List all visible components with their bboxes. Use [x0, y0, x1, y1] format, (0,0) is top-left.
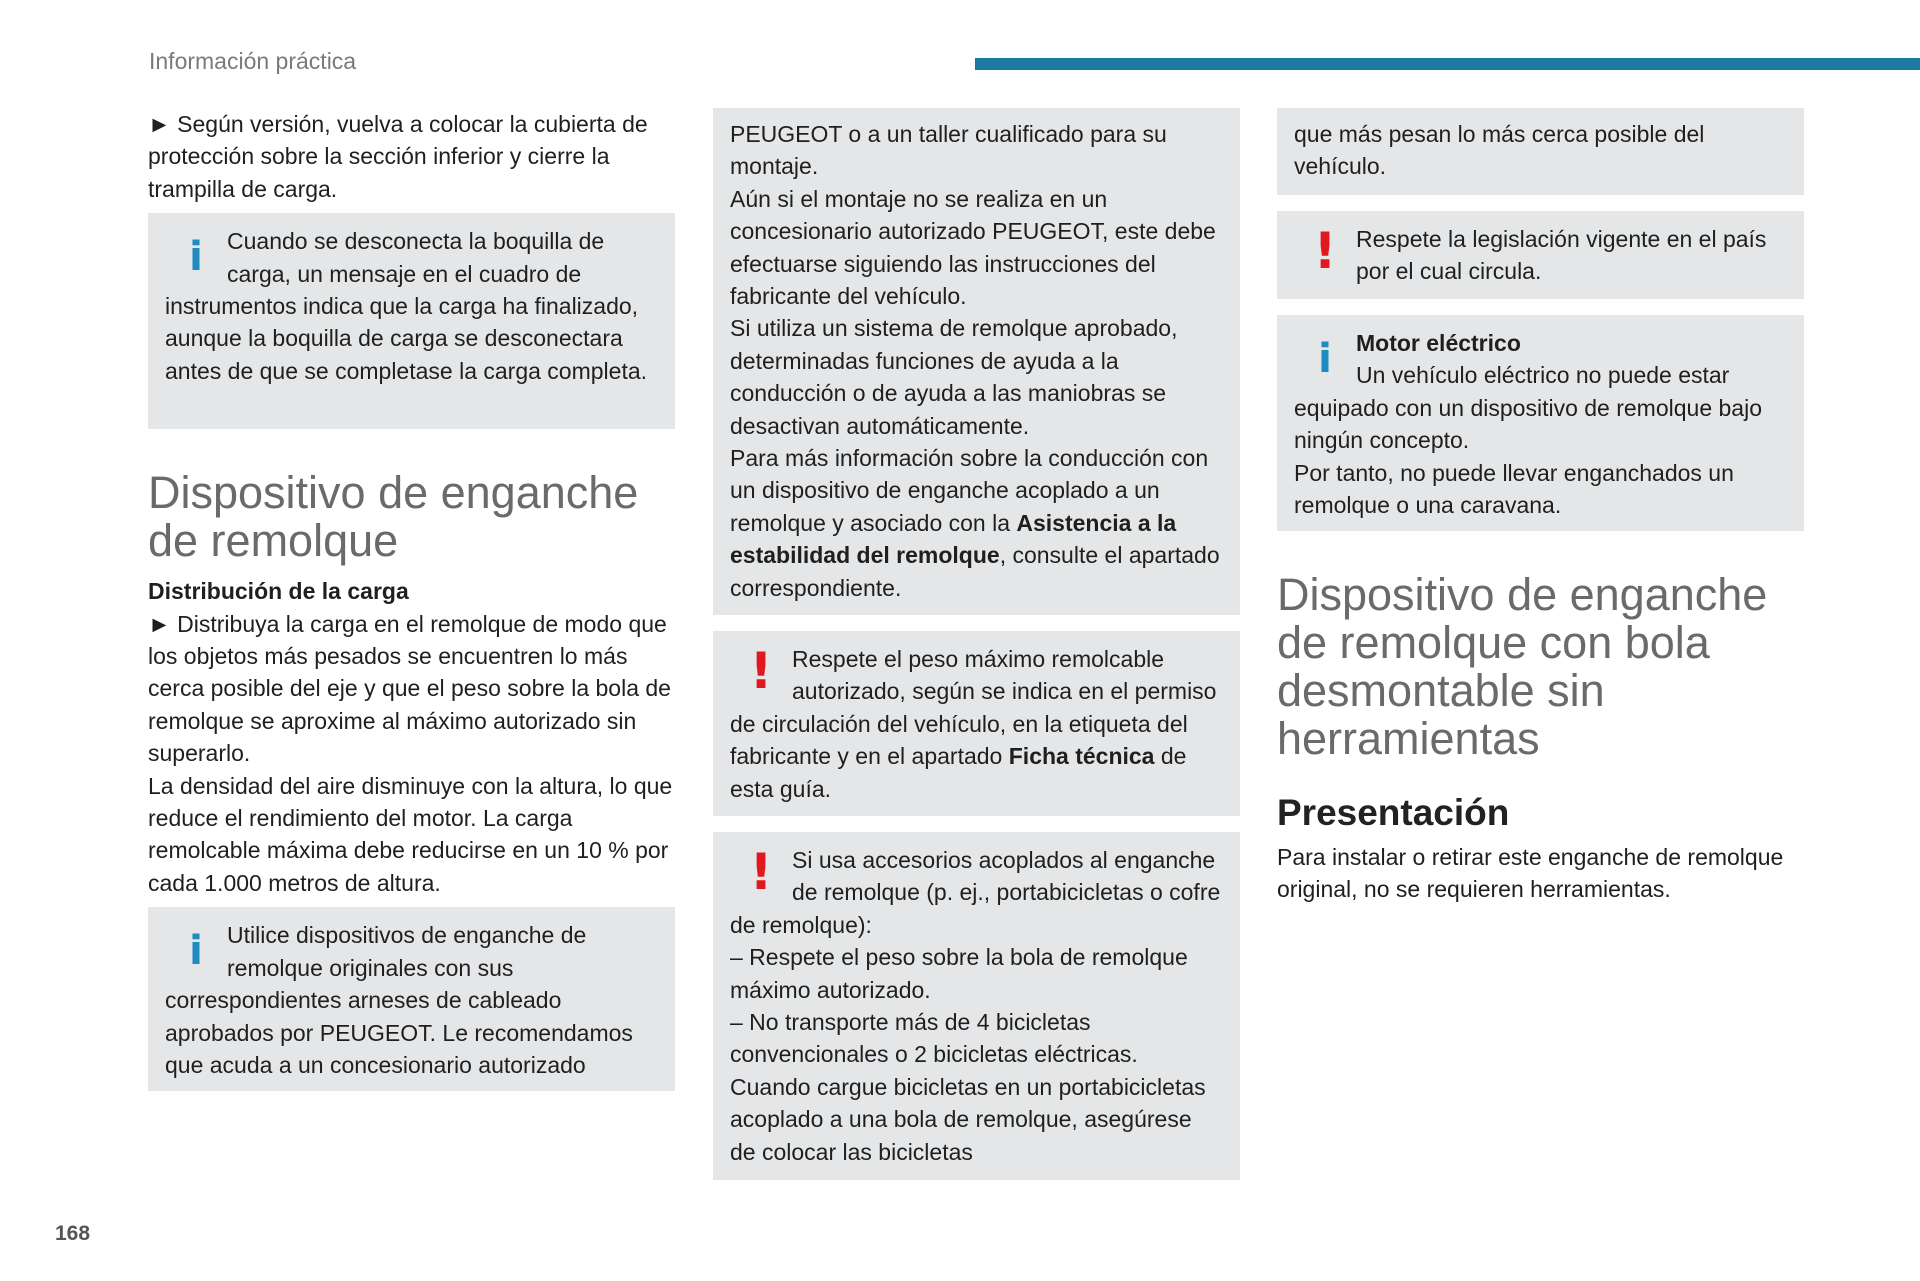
accessories-line-1: Si usa accesorios acoplados al enganche de remolque (p. ej., portabicicletas o cofre de remolque):: [730, 847, 1221, 938]
header-accent-bar: [975, 58, 1920, 70]
info-box-electric-motor: [1277, 315, 1804, 531]
section-title-tow-hitch: Dispositivo de enganche de remolque: [148, 467, 639, 567]
warning-max-weight-pre: Respete el peso máximo remolcable autorizado, según se indica en el permiso de circulación del vehículo, en la etiqueta del fabricante y en el apartado: [730, 646, 1217, 770]
info-icon: i: [1318, 336, 1332, 382]
accessories-line-2: – Respete el peso sobre la bola de remolque máximo autorizado.: [730, 944, 1188, 1003]
column-1: [148, 108, 675, 1091]
info-icon: i: [189, 928, 203, 975]
continued-line-2: Aún si el montaje no se realiza en un concesionario autorizado PEUGEOT, este debe efectuarse siguiendo las instrucciones del fabricante del vehículo.: [730, 185, 1216, 310]
air-density-paragraph: La densidad del aire disminuye con la altura, lo que reduce el rendimiento del motor. La carga remolcable máxima debe reducirse en un 10 % por cada 1.000 metros de altura.: [148, 772, 673, 896]
intro-paragraph: ► Según versión, vuelva a colocar la cubierta de protección sobre la sección inferior y cierre la trampilla de carga.: [148, 111, 648, 202]
column-2: [713, 108, 1240, 1180]
electric-motor-line-2: Por tanto, no puede llevar enganchados un remolque o una caravana.: [1294, 459, 1734, 519]
accessories-line-3: – No transporte más de 4 bicicletas convencionales o 2 bicicletas eléctricas.: [730, 1009, 1138, 1068]
continued-info-box: [713, 108, 1240, 615]
exclamation-icon: !: [1313, 222, 1337, 280]
trailer-stability-bold: Asistencia a la estabilidad del remolque: [730, 509, 1177, 569]
continued-line-4-pre: Para más información sobre la conducción con un dispositivo de enganche acoplado a un remolque y asociado con la: [730, 445, 1209, 536]
load-distribution-paragraph: ► Distribuya la carga en el remolque de modo que los objetos más pesados se encuentren lo más cerca posible del eje y que el peso sobre la bola de remolque se aproxime al máximo autorizado sin superarlo.: [148, 610, 671, 767]
exclamation-icon: !: [749, 642, 773, 700]
warning-max-weight-text: [730, 643, 1222, 805]
info-box-charging: [148, 213, 675, 429]
info-box-original-hitch-text: Utilice dispositivos de enganche de remolque originales con sus correspondientes arneses de cableado aprobados por PEUGEOT. Le recomendamos que acuda a un concesionario autorizado: [165, 922, 633, 1078]
column-3: [1277, 108, 1804, 906]
accessories-line-4: Cuando cargue bicicletas en un portabicicletas acoplado a una bola de remolque, asegúrese de colocar las bicicletas: [730, 1073, 1206, 1165]
warning-box-legislation: [1277, 211, 1804, 299]
subheading-presentation: Presentación: [1277, 792, 1510, 833]
warning-legislation-text: Respete la legislación vigente en el país por el cual circula.: [1356, 226, 1767, 285]
technical-sheet-bold: Ficha técnica: [1008, 743, 1155, 770]
info-box-charging-text: Cuando se desconecta la boquilla de carga, un mensaje en el cuadro de instrumentos indica que la carga ha finalizado, aunque la boquilla de carga se desconectara antes de que se completase la carga completa.: [165, 228, 648, 384]
page-number: 168: [55, 1222, 91, 1245]
subheading-load-distribution: Distribución de la carga: [148, 578, 409, 605]
continued-line-4-post: , consulte el apartado correspondiente.: [730, 542, 1220, 601]
presentation-paragraph: Para instalar o retirar este enganche de remolque original, no se requieren herramientas.: [1277, 844, 1784, 903]
continued-line-1: PEUGEOT o a un taller cualificado para su montaje.: [730, 121, 1167, 180]
continued-box-col3: [1277, 108, 1804, 195]
exclamation-icon: !: [749, 843, 773, 901]
info-icon: i: [189, 234, 203, 281]
electric-motor-title: Motor eléctrico: [1356, 330, 1521, 356]
page-header-title: Información práctica: [149, 48, 357, 74]
section-title-removable-ball: Dispositivo de enganche de remolque con bola desmontable sin herramientas: [1277, 569, 1768, 764]
warning-box-max-weight: [713, 631, 1240, 816]
warning-box-accessories: [713, 832, 1240, 1180]
continued-line-4: [730, 442, 1222, 604]
warning-max-weight-post: de esta guía.: [730, 743, 1187, 802]
info-box-original-hitch: [148, 907, 675, 1091]
continued-line-3: Si utiliza un sistema de remolque aprobado, determinadas funciones de ayuda a la conducción o de ayuda a las maniobras se desactivan automáticamente.: [730, 315, 1178, 439]
electric-motor-line-1: Un vehículo eléctrico no puede estar equipado con un dispositivo de remolque bajo ningún concepto.: [1294, 362, 1762, 454]
continued-col3-text: que más pesan lo más cerca posible del vehículo.: [1294, 121, 1705, 180]
